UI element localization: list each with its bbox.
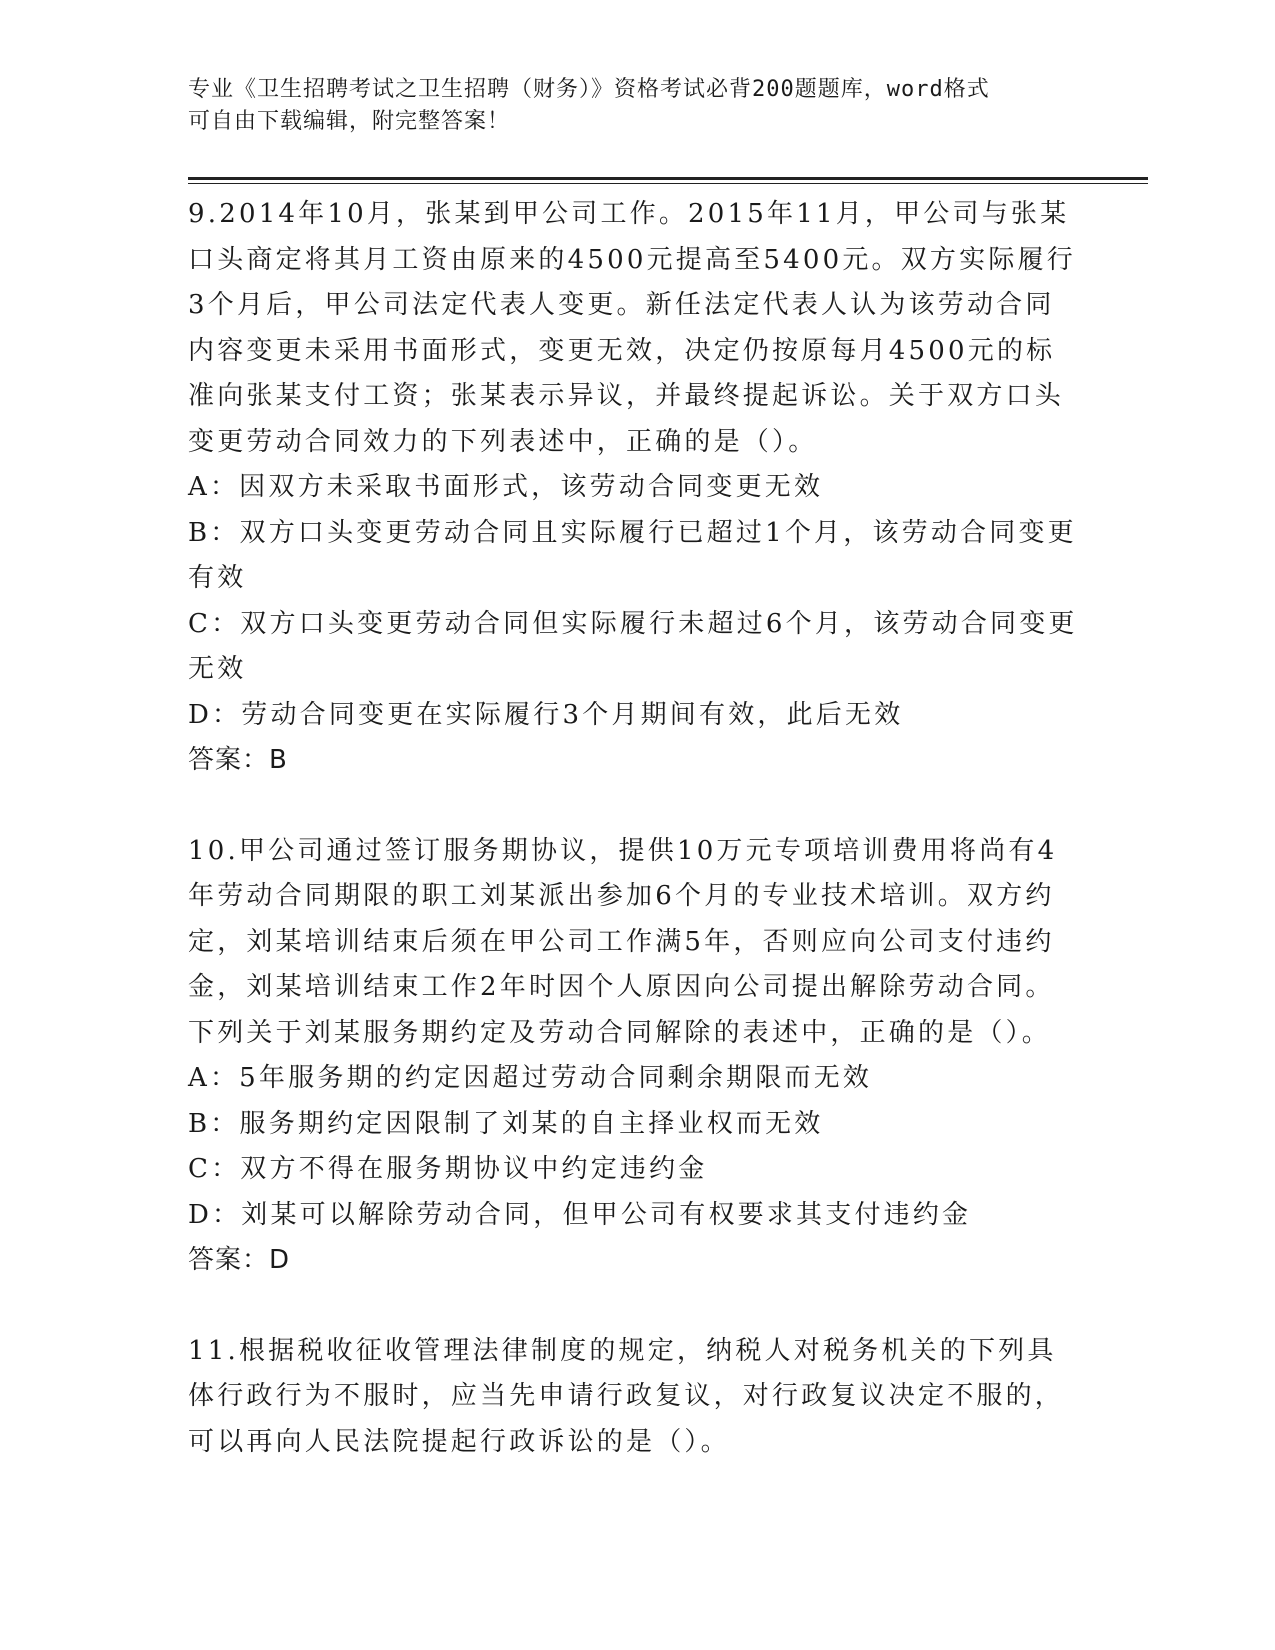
option-a: A：因双方未采取书面形式，该劳动合同变更无效 — [188, 472, 824, 502]
document-header — [188, 74, 1068, 138]
question-block — [188, 1329, 1078, 1466]
option-b: B：双方口头变更劳动合同且实际履行已超过1个月，该劳动合同变更有效 — [188, 517, 1077, 593]
question-block — [188, 829, 1078, 1284]
header-rule-thin — [188, 183, 1148, 184]
option-d: D：刘某可以解除劳动合同，但甲公司有权要求其支付违约金 — [188, 1199, 972, 1230]
header-line-1: 专业《卫生招聘考试之卫生招聘（财务）》资格考试必背200题题库，word格式 — [188, 77, 990, 102]
question-stem: 11.根据税收征收管理法律制度的规定，纳税人对税务机关的下列具体行政行为不服时，应当先申请行政复议，对行政复议决定不服的，可以再向人民法院提起行政诉讼的是（）。 — [188, 1335, 1065, 1457]
header-line-2: 可自由下载编辑，附完整答案！ — [188, 109, 511, 134]
spacer — [188, 1284, 1078, 1329]
question-block — [188, 192, 1078, 784]
option-b: B：服务期约定因限制了刘某的自主择业权而无效 — [188, 1108, 824, 1139]
answer-line: 答案：B — [188, 745, 288, 775]
header-rule-thick — [188, 177, 1148, 180]
question-stem: 10.甲公司通过签订服务期协议，提供10万元专项培训费用将尚有4年劳动合同期限的职工刘某派出参加6个月的专业技术培训。双方约定，刘某培训结束后须在甲公司工作满5年，否则应向公司支付违约金，刘某培训结束工作2年时因个人原因向公司提出解除劳动合同。下列关于刘某服务期约定及劳动合同解除的表述中，正确的是（）。 — [188, 835, 1058, 1048]
question-list — [188, 192, 1078, 1465]
option-c: C：双方不得在服务期协议中约定违约金 — [188, 1154, 708, 1184]
option-a: A：5年服务期的约定因超过劳动合同剩余期限而无效 — [188, 1063, 873, 1093]
option-c: C：双方口头变更劳动合同但实际履行未超过6个月，该劳动合同变更无效 — [188, 608, 1078, 684]
answer-line: 答案：D — [188, 1245, 291, 1275]
question-stem: 9.2014年10月，张某到甲公司工作。2015年11月，甲公司与张某口头商定将其月工资由原来的4500元提高至5400元。双方实际履行3个月后，甲公司法定代表人变更。新任法定代表人认为该劳动合同内容变更未采用书面形式，变更无效，决定仍按原每月4500元的标准向张某支付工资；张某表示异议，并最终提起诉讼。关于双方口头变更劳动合同效力的下列表述中，正确的是（）。 — [188, 199, 1076, 457]
option-d: D：劳动合同变更在实际履行3个月期间有效，此后无效 — [188, 699, 904, 730]
spacer — [188, 784, 1078, 829]
